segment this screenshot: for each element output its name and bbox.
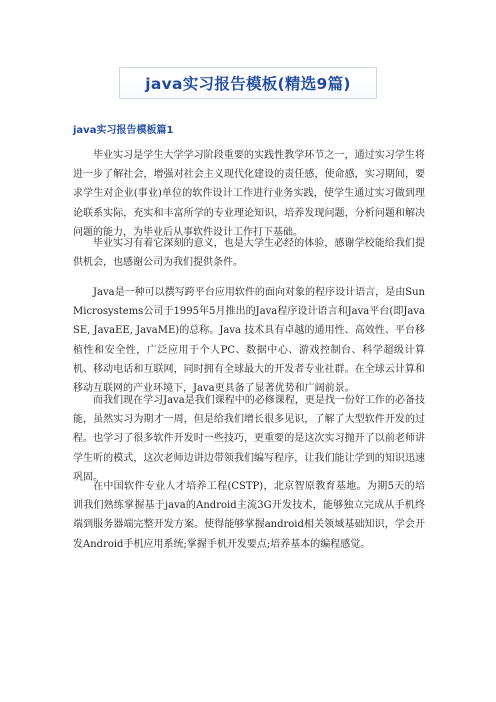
section-heading: java实习报告模板篇1 xyxy=(73,125,174,136)
document-title: java实习报告模板(精选9篇) xyxy=(145,75,351,93)
paragraph-1: 毕业实习是学生大学学习阶段重要的实践性教学环节之一，通过实习学生将进一步了解社会，增强对社会主义现代化建设的责任感，使命感，实习期间，要求学生对企业(事业)单位的软件设计工作进行业务实践，使学生通过实习做到理论联系实际，充实和丰富所学的专业理论知识，培养发现问题，分析问题和解决问题的能力，为毕业后从事软件设计工作打下基础。 xyxy=(73,150,425,238)
paragraph-4: 而我们现在学习Java是我们课程中的必修课程，更是找一份好工作的必备技能，虽然实习为期才一周，但是给我们增长很多见识，了解了大型软件开发的过程。也学习了很多软件开发时一些技巧，更重要的是这次实习抛开了以前老师讲学生听的模式，这次老师边讲边带领我们编写程序，让我们能让学到的知识迅速巩固。 xyxy=(73,395,425,483)
paragraph-2: 毕业实习有着它深刻的意义，也是大学生必经的体验，感谢学校能给我们提供机会，也感谢公司为我们提供条件。 xyxy=(73,238,425,269)
paragraph-5: 在中国软件专业人才培养工程(CSTP)，北京智原教育基地。为期5天的培训我们熟练掌握基于java的Android主流3G开发技术，能够独立完成从手机终端到服务器端完整开发方案。使得能够掌握android相关领域基础知识，学会开发Android手机应用系统;掌握手机开发要点;培养基本的编程感觉。 xyxy=(73,481,425,550)
paragraph-3: Java是一种可以撰写跨平台应用软件的面向对象的程序设计语言，是由Sun Microsystems公司于1995年5月推出的Java程序设计语言和Java平台(即JavaSE, JavaEE, JavaME)的总称。Java 技术具有卓越的通用性、高效性、平台移植性和安全性，广泛应用于个人PC、数据中心、游戏控制台、科学超级计算机、移动电话和互联网，同时拥有全球最大的开发者专业社群。在全球云计算和移动互联网的产业环境下，Java更具备了显著优势和广阔前景。 xyxy=(73,287,425,395)
document-title-box xyxy=(119,67,377,99)
